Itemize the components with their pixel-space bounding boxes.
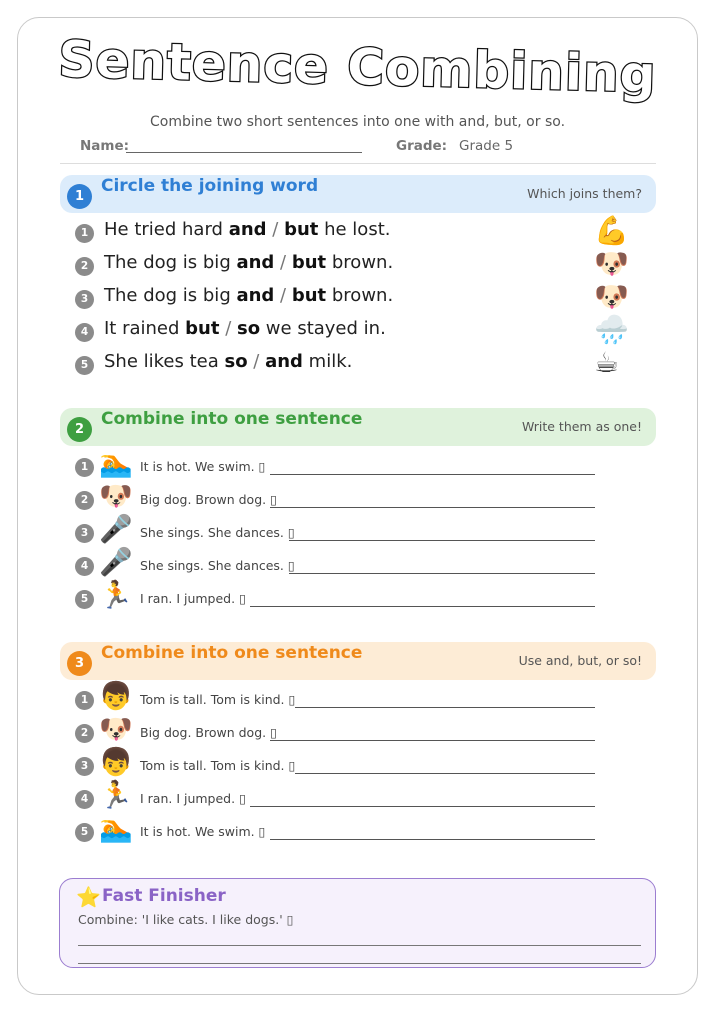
answer-line[interactable]	[295, 773, 595, 774]
question-row	[75, 580, 595, 614]
answer-line[interactable]	[78, 963, 641, 964]
question-number: 4	[75, 790, 94, 809]
swimmer-icon: 🏊	[99, 813, 133, 844]
question-number: 5	[75, 590, 94, 609]
grade-value: Grade 5	[459, 138, 514, 154]
answer-line[interactable]	[270, 839, 595, 840]
text-after: milk.	[302, 351, 353, 372]
choice-word[interactable]: but	[291, 252, 327, 273]
choice-word[interactable]: but	[185, 318, 220, 339]
question-number: 3	[75, 524, 94, 543]
choice-word[interactable]: and	[265, 351, 303, 372]
choice-word[interactable]: so	[224, 351, 248, 372]
question-row	[75, 514, 595, 548]
boy-icon: 👦	[99, 747, 133, 778]
dog-face-icon: 🐶	[594, 247, 629, 280]
choice-word[interactable]: and	[228, 219, 267, 240]
section-1-header	[60, 175, 656, 213]
question-number: 1	[75, 458, 94, 477]
question-number: 2	[75, 257, 94, 276]
choice-word[interactable]: so	[236, 318, 261, 339]
question-text	[104, 318, 386, 339]
question-number: 3	[75, 757, 94, 776]
runner-icon: 🏃	[99, 780, 133, 811]
question-text	[104, 351, 352, 372]
section-title: Combine into one sentence	[101, 643, 363, 663]
question-text	[104, 252, 393, 273]
header-divider	[60, 163, 656, 164]
answer-line[interactable]	[270, 507, 595, 508]
choice-separator: /	[274, 285, 292, 306]
prompt-text: Tom is tall. Tom is kind. ▯	[140, 758, 296, 773]
question-number: 3	[75, 290, 94, 309]
section-note: Use and, but, or so!	[518, 653, 642, 668]
prompt-text: She sings. She dances. ▯	[140, 558, 295, 573]
prompt-text: I ran. I jumped. ▯	[140, 791, 246, 806]
text-before: She likes tea	[104, 351, 225, 372]
name-field[interactable]	[126, 152, 362, 153]
dog-face-icon: 🐶	[99, 481, 133, 512]
question-row	[75, 813, 595, 847]
question-number: 1	[75, 224, 94, 243]
prompt-text: Big dog. Brown dog. ▯	[140, 492, 277, 507]
question-row	[75, 313, 635, 346]
answer-line[interactable]	[78, 945, 641, 946]
microphone-icon: 🎤	[99, 547, 133, 578]
question-number: 5	[75, 823, 94, 842]
choice-word[interactable]: but	[291, 285, 327, 306]
page-subtitle: Combine two short sentences into one with and, but, or so.	[149, 114, 566, 130]
question-number: 2	[75, 724, 94, 743]
grade-label: Grade:	[396, 138, 448, 154]
prompt-text: She sings. She dances. ▯	[140, 525, 295, 540]
answer-line[interactable]	[295, 707, 595, 708]
choice-word[interactable]: and	[236, 285, 275, 306]
fast-finisher-title: Fast Finisher	[102, 886, 226, 906]
question-text	[104, 285, 393, 306]
question-row	[75, 280, 635, 313]
answer-line[interactable]	[250, 606, 595, 607]
name-label: Name:	[80, 138, 130, 154]
question-number: 2	[75, 491, 94, 510]
section-number: 1	[67, 184, 92, 209]
text-after: he lost.	[318, 219, 391, 240]
choice-separator: /	[274, 252, 292, 273]
question-row	[75, 247, 635, 280]
hot-beverage-icon: ☕	[594, 346, 620, 379]
section-title: Combine into one sentence	[101, 409, 363, 429]
text-after: we stayed in.	[260, 318, 386, 339]
question-row	[75, 714, 595, 748]
section-note: Which joins them?	[527, 186, 642, 201]
text-before: He tried hard	[104, 219, 229, 240]
text-before: The dog is big	[104, 285, 237, 306]
swimmer-icon: 🏊	[99, 448, 133, 479]
choice-separator: /	[266, 219, 285, 240]
prompt-text: It is hot. We swim. ▯	[140, 459, 266, 474]
answer-line[interactable]	[250, 806, 595, 807]
fast-finisher-prompt: Combine: 'I like cats. I like dogs.' ▯	[78, 912, 294, 927]
text-after: brown.	[326, 285, 394, 306]
question-row	[75, 547, 595, 581]
section-number: 3	[67, 651, 92, 676]
question-row	[75, 747, 595, 781]
rain-cloud-icon: 🌧️	[594, 313, 629, 346]
page-title: Sentence Combining	[57, 30, 658, 104]
choice-separator: /	[247, 351, 266, 372]
dog-face-icon: 🐶	[594, 280, 629, 313]
answer-line[interactable]	[289, 573, 595, 574]
question-row	[75, 214, 635, 247]
question-number: 4	[75, 557, 94, 576]
question-text	[104, 219, 390, 240]
question-row	[75, 346, 635, 379]
answer-line[interactable]	[270, 740, 595, 741]
flexed-biceps-icon: 💪	[594, 214, 629, 247]
microphone-icon: 🎤	[99, 514, 133, 545]
text-before: The dog is big	[104, 252, 237, 273]
choice-word[interactable]: and	[236, 252, 275, 273]
choice-word[interactable]: but	[284, 219, 319, 240]
question-row	[75, 448, 595, 482]
choice-separator: /	[219, 318, 237, 339]
question-row	[75, 681, 595, 715]
prompt-text: I ran. I jumped. ▯	[140, 591, 246, 606]
section-note: Write them as one!	[521, 419, 642, 434]
question-number: 1	[75, 691, 94, 710]
text-before: It rained	[104, 318, 186, 339]
question-number: 5	[75, 356, 94, 375]
runner-icon: 🏃	[99, 580, 133, 611]
prompt-text: It is hot. We swim. ▯	[140, 824, 266, 839]
question-row	[75, 481, 595, 515]
section-3-header	[60, 642, 656, 680]
fast-finisher-box	[59, 878, 656, 968]
section-number: 2	[67, 417, 92, 442]
text-after: brown.	[326, 252, 394, 273]
prompt-text: Tom is tall. Tom is kind. ▯	[140, 692, 296, 707]
dog-face-icon: 🐶	[99, 714, 133, 745]
section-title: Circle the joining word	[101, 176, 319, 196]
question-number: 4	[75, 323, 94, 342]
question-row	[75, 780, 595, 814]
star-icon: ⭐	[76, 885, 101, 909]
section-2-header	[60, 408, 656, 446]
boy-icon: 👦	[99, 681, 133, 712]
prompt-text: Big dog. Brown dog. ▯	[140, 725, 277, 740]
answer-line[interactable]	[270, 474, 595, 475]
answer-line[interactable]	[289, 540, 595, 541]
